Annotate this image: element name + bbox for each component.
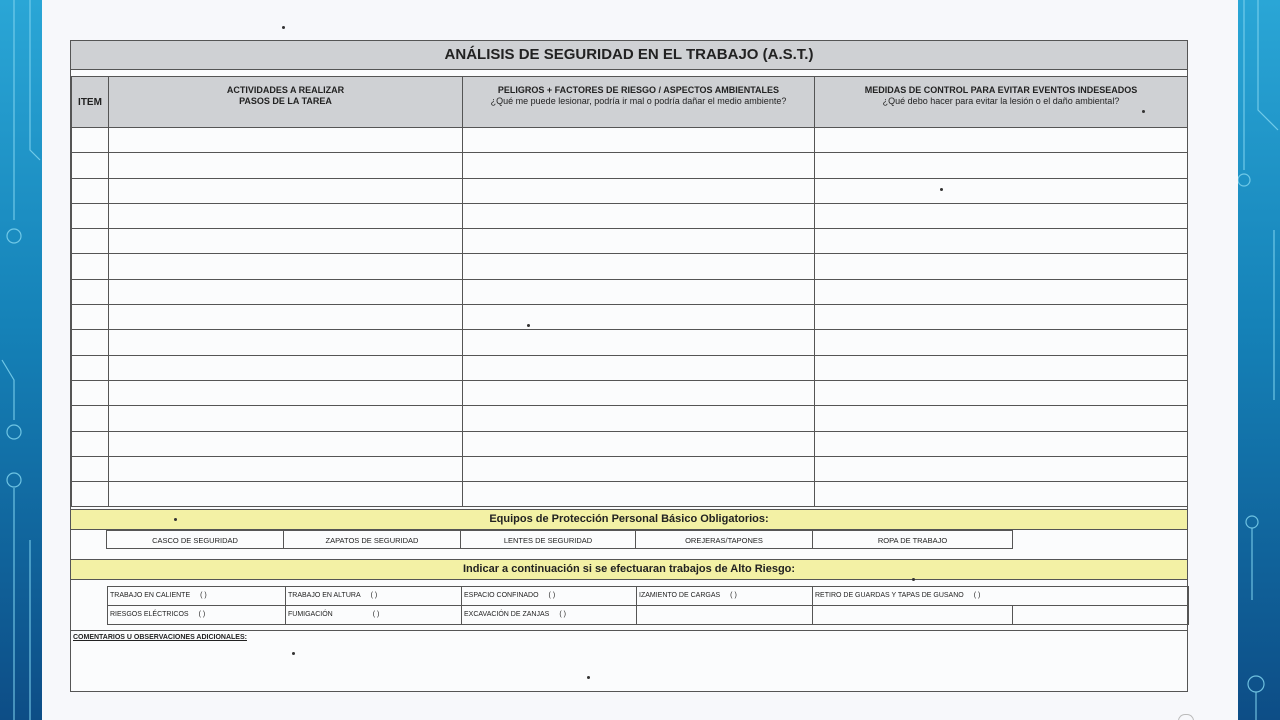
table-cell [815,153,1188,178]
table-cell [463,482,815,507]
epp-item: OREJERAS/TAPONES [635,530,813,549]
epp-heading: Equipos de Protección Personal Básico Obligatorios: [71,509,1187,530]
table-cell [72,254,109,279]
table-cell [72,406,109,431]
table-cell [109,330,463,355]
scan-speck [940,188,943,191]
table-cell [463,153,815,178]
ast-table [71,76,1188,507]
table-cell [109,380,463,405]
table-row [72,203,1188,228]
risk-fumigation: FUMIGACIÓN ( ) [285,605,462,625]
epp-item: LENTES DE SEGURIDAD [460,530,636,549]
table-cell [815,305,1188,330]
table-cell [72,128,109,153]
table-cell [815,203,1188,228]
scan-speck [292,652,295,655]
table-cell [109,456,463,481]
column-header-item: ITEM [72,77,109,128]
table-row [72,128,1188,153]
table-row [72,482,1188,507]
scan-speck [282,26,285,29]
table-cell [463,229,815,254]
table-cell [463,279,815,304]
table-cell [815,431,1188,456]
table-cell [815,482,1188,507]
table-cell [815,279,1188,304]
table-cell [109,153,463,178]
table-cell [463,380,815,405]
epp-item: ROPA DE TRABAJO [812,530,1013,549]
risk-hot-work: TRABAJO EN CALIENTE ( ) [107,586,286,606]
risk-trench-excavation: EXCAVACIÓN DE ZANJAS ( ) [461,605,637,625]
table-cell [463,355,815,380]
risk-height-work: TRABAJO EN ALTURA ( ) [285,586,462,606]
risk-empty-split [812,605,1189,625]
table-cell [463,305,815,330]
scan-speck [912,578,915,581]
table-row [72,380,1188,405]
scanned-document [42,0,1238,720]
circuit-decoration-left [0,0,42,720]
table-cell [815,456,1188,481]
table-cell [72,431,109,456]
table-cell [72,456,109,481]
epp-item: CASCO DE SEGURIDAD [106,530,284,549]
table-row [72,178,1188,203]
risk-load-lifting: IZAMIENTO DE CARGAS ( ) [636,586,813,606]
table-cell [109,203,463,228]
table-row [72,456,1188,481]
table-cell [109,178,463,203]
table-cell [109,229,463,254]
epp-list [107,530,1013,549]
column-header-controls: MEDIDAS DE CONTROL PARA EVITAR EVENTOS INDESEADOS ¿Qué debo hacer para evitar la lesión o el daño ambiental? [815,77,1188,128]
table-cell [109,482,463,507]
table-cell [72,178,109,203]
risk-guard-removal: RETIRO DE GUARDAS Y TAPAS DE GUSANO ( ) [812,586,1189,606]
table-cell [109,406,463,431]
table-cell [72,330,109,355]
table-cell [109,355,463,380]
table-cell [72,355,109,380]
table-cell [72,153,109,178]
column-header-activities: ACTIVIDADES A REALIZAR PASOS DE LA TAREA [109,77,463,128]
table-cell [815,178,1188,203]
risk-empty-cell [813,606,1013,624]
table-cell [463,178,815,203]
table-cell [815,380,1188,405]
table-cell [815,128,1188,153]
circuit-decoration-right [1238,0,1280,720]
table-cell [109,431,463,456]
scan-speck [174,518,177,521]
table-row [72,305,1188,330]
table-cell [72,229,109,254]
table-cell [72,203,109,228]
table-row [72,279,1188,304]
high-risk-grid [107,586,1188,624]
table-cell [815,330,1188,355]
risk-electrical: RIESGOS ELÉCTRICOS ( ) [107,605,286,625]
table-row [72,229,1188,254]
table-cell [463,330,815,355]
scan-speck [527,324,530,327]
risk-empty-cell [1013,606,1189,624]
form-title: ANÁLISIS DE SEGURIDAD EN EL TRABAJO (A.S.T.) [71,41,1187,70]
table-row [72,153,1188,178]
table-cell [463,128,815,153]
risk-confined-space: ESPACIO CONFINADO ( ) [461,586,637,606]
table-cell [463,203,815,228]
scan-speck [1142,110,1145,113]
risk-empty-cell [636,605,813,625]
table-cell [815,254,1188,279]
table-row [72,406,1188,431]
table-cell [109,305,463,330]
table-row [72,330,1188,355]
table-cell [109,279,463,304]
ast-table-body [72,128,1188,507]
table-cell [72,380,109,405]
epp-item: ZAPATOS DE SEGURIDAD [283,530,461,549]
column-header-hazards: PELIGROS + FACTORES DE RIESGO / ASPECTOS AMBIENTALES ¿Qué me puede lesionar, podría ir mal o podría dañar el medio ambiente? [463,77,815,128]
high-risk-heading: Indicar a continuación si se efectuaran trabajos de Alto Riesgo: [71,559,1187,580]
table-cell [109,128,463,153]
table-cell [463,254,815,279]
table-cell [815,406,1188,431]
table-cell [72,305,109,330]
comments-section: COMENTARIOS U OBSERVACIONES ADICIONALES: [71,630,1187,691]
table-row [72,355,1188,380]
table-cell [463,456,815,481]
table-cell [463,406,815,431]
scan-mark [1178,714,1194,720]
table-row [72,254,1188,279]
table-cell [463,431,815,456]
table-cell [72,482,109,507]
table-cell [815,355,1188,380]
table-row [72,431,1188,456]
table-cell [72,279,109,304]
ast-form [70,40,1188,692]
table-cell [109,254,463,279]
table-cell [815,229,1188,254]
scan-speck [587,676,590,679]
